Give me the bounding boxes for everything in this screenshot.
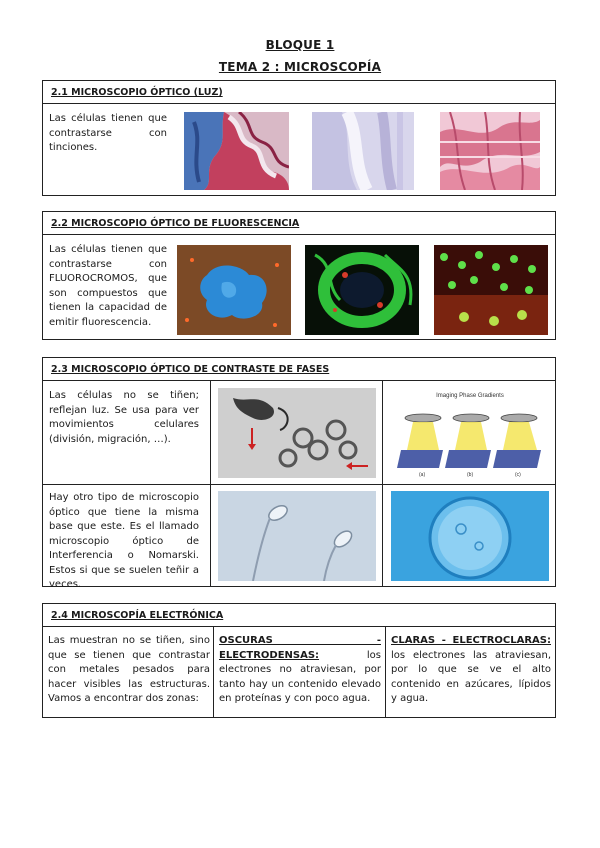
column-divider (213, 627, 214, 717)
dark-zone-text: los electrones no atraviesan, por tanto hay un contenido elevado en proteínas y con poco agua. (219, 649, 381, 704)
dark-zone-cell (219, 634, 381, 707)
fluorescence-cell-image-1 (177, 245, 291, 335)
topic-title: TEMA 2 : MICROSCOPÍA (218, 60, 382, 74)
section-electron-microscopy (42, 603, 556, 718)
stained-tissue-image-2 (312, 112, 414, 190)
section-text: Las células tienen que contrastarse con tinciones. (49, 113, 167, 153)
light-zone-term: CLARAS - ELECTROCLARAS: (391, 635, 551, 646)
section-phase-contrast-microscope (42, 357, 556, 590)
section-text-2: Hay otro tipo de microscopio óptico que tiene la misma base que este. Es el llamado microscopio óptico de Interferencia o Nomarski. Estos si que se suelen teñir a veces. (49, 492, 199, 590)
section-text: Las células tienen que contrastarse con FLUOROCROMOS, que son compuestos que tienen la capacidad de emitir fluorescencia. (49, 244, 167, 328)
fluorescence-cell-image-2 (305, 245, 419, 335)
dark-zone-term: OSCURAS - ELECTRODENSAS: (219, 635, 381, 661)
electron-intro-text: Las muestran no se tiñen, sino que se tienen que contrastar con metales pesados para hacer visibles las estructuras. Vamos a encontrar dos zonas: (48, 635, 210, 704)
phase-contrast-cells-image (218, 388, 376, 478)
block-title: BLOQUE 1 (265, 38, 335, 52)
stained-tissue-image-1 (184, 112, 289, 190)
section-header (43, 604, 555, 627)
section-heading: 2.3 MICROSCOPIO ÓPTICO DE CONTRASTE DE FASES (51, 364, 330, 375)
nomarski-sperm-image (218, 491, 376, 581)
phase-gradient-diagram (391, 388, 549, 478)
diagram-label-a: (a) (419, 472, 426, 478)
light-zone-cell (391, 634, 551, 707)
section-heading: 2.4 MICROSCOPÍA ELECTRÓNICA (51, 610, 224, 621)
diagram-label-b: (b) (467, 472, 474, 478)
section-fluorescence-microscope (42, 211, 556, 340)
row-divider (43, 484, 555, 485)
section-header (43, 81, 555, 104)
section-heading: 2.2 MICROSCOPIO ÓPTICO DE FLUORESCENCIA (51, 218, 300, 229)
section-heading: 2.1 MICROSCOPIO ÓPTICO (LUZ) (51, 87, 223, 98)
section-text-1: Las células no se tiñen; reflejan luz. Se usa para ver movimientos celulares (división, migración, …). (49, 390, 199, 445)
light-zone-text: los electrones las atraviesan, por lo que se ve el alto contenido en azúcares, lípidos y agua. (391, 649, 551, 704)
fluorescence-cell-image-3 (434, 245, 548, 335)
diagram-title: Imaging Phase Gradients (436, 393, 504, 399)
section-header (43, 212, 555, 235)
section-header (43, 358, 555, 381)
section-light-microscope (42, 80, 556, 196)
column-divider (385, 627, 386, 717)
diagram-label-c: (c) (515, 472, 521, 478)
stained-tissue-image-3 (440, 112, 540, 190)
nomarski-egg-image (391, 491, 549, 581)
